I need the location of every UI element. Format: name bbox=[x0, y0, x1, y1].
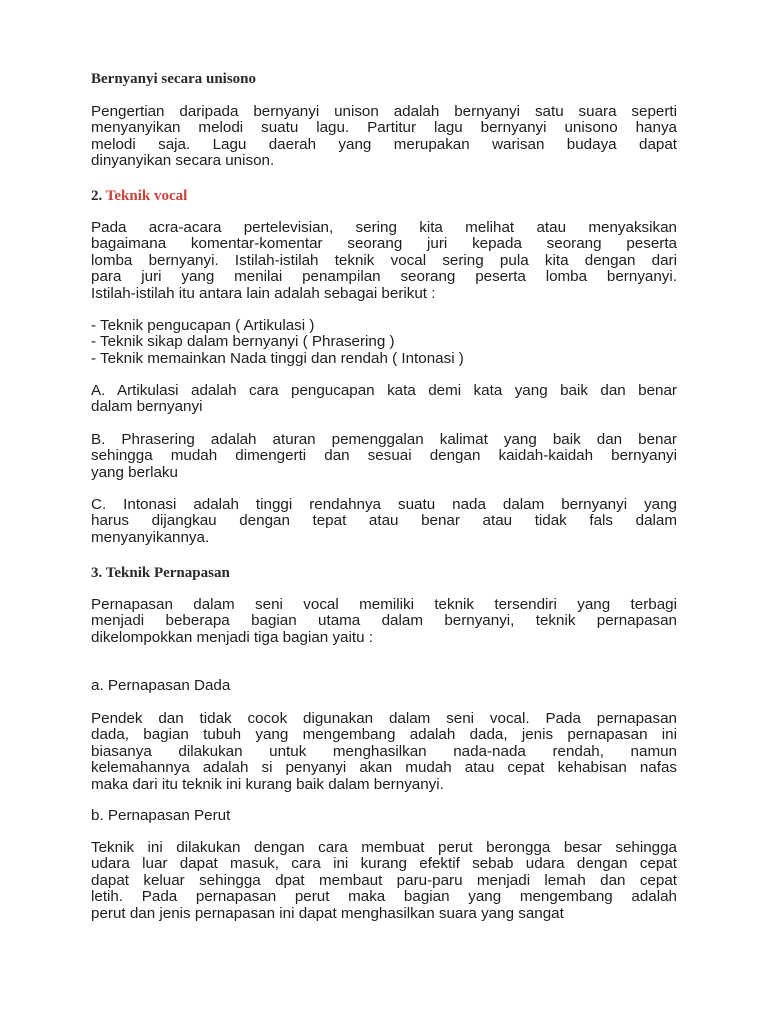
text-line: yang berlaku bbox=[91, 463, 178, 481]
heading-title-red: Teknik vocal bbox=[105, 188, 188, 204]
text-line: dapat keluar sehingga dpat membaut paru-paru menjadi lemah dan cepat bbox=[91, 871, 677, 889]
text-line: Pernapasan dalam seni vocal memiliki teknik tersendiri yang terbagi bbox=[91, 596, 677, 613]
paragraph-pernapasan-intro bbox=[91, 597, 677, 646]
text-line: - Teknik pengucapan ( Artikulasi ) bbox=[91, 317, 315, 334]
heading-teknik-vocal bbox=[91, 187, 187, 205]
text-line: Pengertian daripada bernyanyi unison adalah bernyanyi satu suara seperti bbox=[91, 103, 677, 120]
text-line: harus dijangkau dengan tepat atau benar atau tidak fals dalam bbox=[91, 512, 677, 530]
paragraph-pernapasan-perut bbox=[91, 840, 677, 922]
paragraph-pernapasan-dada bbox=[91, 711, 677, 793]
text-line: C. Intonasi adalah tinggi rendahnya suatu nada dalam bernyanyi yang bbox=[91, 496, 677, 513]
text-line: a. Pernapasan Dada bbox=[91, 677, 231, 694]
paragraph-unison bbox=[91, 104, 677, 170]
text-line: bagaimana komentar-komentar seorang juri kepada seorang peserta bbox=[91, 235, 677, 253]
heading-unisono: Bernyanyi secara unisono bbox=[91, 71, 257, 87]
heading-teknik-pernapasan: 3. Teknik Pernapasan bbox=[91, 565, 230, 581]
text-line: sehingga mudah dimengerti dan sesuai dengan kaidah-kaidah bernyanyi bbox=[91, 447, 677, 465]
text-line: - Teknik memainkan Nada tinggi dan rendah ( Intonasi ) bbox=[91, 349, 464, 367]
technique-list bbox=[91, 318, 677, 367]
paragraph-acara bbox=[91, 220, 677, 302]
text-line: udara luar dapat masuk, cara ini kurang efektif sebab udara dengan cepat bbox=[91, 855, 677, 873]
text-line: Pendek dan tidak cocok digunakan dalam seni vocal. Pada pernapasan bbox=[91, 710, 677, 727]
text-line: melodi saja. Lagu daerah yang merupakan warisan budaya dapat bbox=[91, 135, 677, 153]
text-line: dinyanyikan secara unison. bbox=[91, 152, 275, 170]
paragraph-artikulasi bbox=[91, 383, 677, 416]
text-line: maka dari itu teknik ini kurang baik dalam bernyanyi. bbox=[91, 775, 444, 793]
heading-number: 2. bbox=[91, 188, 103, 204]
text-line: menyanyikan melodi suatu lagu. Partitur lagu bernyanyi unisono hanya bbox=[91, 119, 677, 137]
text-line: para juri yang menilai penampilan seorang peserta lomba bernyanyi. bbox=[91, 268, 677, 286]
text-line: A. Artikulasi adalah cara pengucapan kata demi kata yang baik dan benar bbox=[91, 382, 677, 399]
text-line: dikelompokkan menjadi tiga bagian yaitu : bbox=[91, 628, 373, 646]
text-line: b. Pernapasan Perut bbox=[91, 807, 231, 824]
text-line: Pada acra-acara pertelevisian, sering kita melihat atau menyaksikan bbox=[91, 219, 677, 236]
text-line: perut dan jenis pernapasan ini dapat menghasilkan suara yang sangat bbox=[91, 904, 564, 922]
text-line: Teknik ini dilakukan dengan cara membuat perut berongga besar sehingga bbox=[91, 839, 677, 856]
text-line: B. Phrasering adalah aturan pemenggalan kalimat yang baik dan benar bbox=[91, 431, 677, 448]
text-line: Istilah-istilah itu antara lain adalah sebagai berikut : bbox=[91, 284, 436, 302]
text-line: menyanyikannya. bbox=[91, 528, 210, 546]
subheading-pernapasan-dada bbox=[91, 678, 677, 694]
text-line: - Teknik sikap dalam bernyanyi ( Phrasering ) bbox=[91, 333, 395, 351]
text-line: dada, bagian tubuh yang mengembang adalah dada, jenis pernapasan ini bbox=[91, 726, 677, 744]
text-line: kelemahannya adalah si penyanyi akan mudah atau cepat kehabisan nafas bbox=[91, 759, 677, 777]
subheading-pernapasan-perut bbox=[91, 808, 677, 824]
text-line: dalam bernyanyi bbox=[91, 398, 203, 416]
text-line: menjadi beberapa bagian utama dalam bernyanyi, teknik pernapasan bbox=[91, 612, 677, 630]
text-line: letih. Pada pernapasan perut maka bagian yang mengembang adalah bbox=[91, 888, 677, 906]
paragraph-intonasi bbox=[91, 497, 677, 546]
text-line: lomba bernyanyi. Istilah-istilah teknik vocal sering pula kita dengan dari bbox=[91, 251, 677, 269]
text-line: biasanya dilakukan untuk menghasilkan nada-nada rendah, namun bbox=[91, 742, 677, 760]
paragraph-phrasering bbox=[91, 432, 677, 481]
